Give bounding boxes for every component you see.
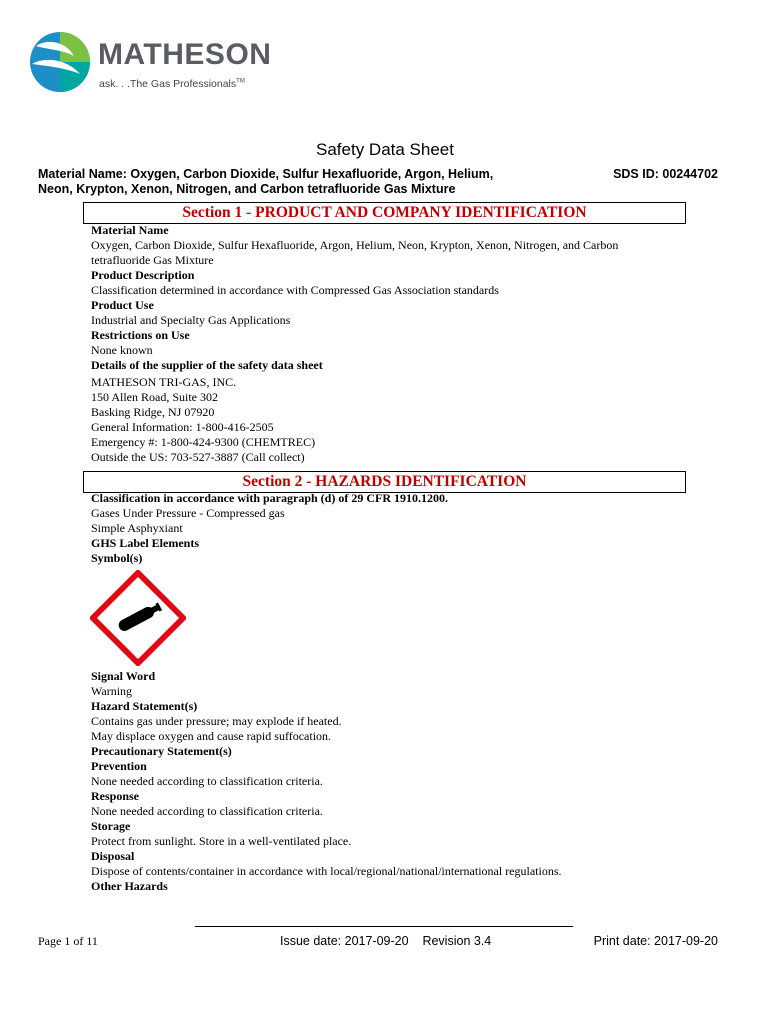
precautionary-label: Precautionary Statement(s) [91, 744, 232, 758]
material-name-text: Oxygen, Carbon Dioxide, Sulfur Hexafluoride, Argon, Helium, Neon, Krypton, Xenon, Nitrogen, and Carbon [91, 238, 619, 252]
classification-line: Simple Asphyxiant [91, 521, 183, 535]
section1-body [91, 223, 681, 465]
supplier-line: 150 Allen Road, Suite 302 [91, 390, 218, 404]
hazard-statement: May displace oxygen and cause rapid suffocation. [91, 729, 332, 743]
supplier-line: Basking Ridge, NJ 07920 [91, 405, 215, 419]
sds-id: SDS ID: 00244702 [613, 167, 718, 181]
logo-tagline: ask. . .The Gas Professionals™ [99, 78, 245, 90]
supplier-label: Details of the supplier of the safety data sheet [91, 358, 323, 372]
hazard-statement: Contains gas under pressure; may explode if heated. [91, 714, 342, 728]
other-hazards-label: Other Hazards [91, 879, 168, 893]
disposal-label: Disposal [91, 849, 135, 863]
product-use: Industrial and Specialty Gas Applications [91, 313, 291, 327]
section2-title: Section 2 - HAZARDS IDENTIFICATION [83, 471, 686, 493]
material-header-line: Neon, Krypton, Xenon, Nitrogen, and Carbon tetrafluoride Gas Mixture [38, 182, 456, 196]
response-label: Response [91, 789, 140, 803]
ghs-label: GHS Label Elements [91, 536, 200, 550]
supplier-line: MATHESON TRI-GAS, INC. [91, 375, 237, 389]
hazard-statements-label: Hazard Statement(s) [91, 699, 198, 713]
print-date: Print date: 2017-09-20 [593, 934, 718, 948]
prevention-label: Prevention [91, 759, 147, 773]
material-name-label: Material Name [91, 223, 169, 237]
classification-line: Gases Under Pressure - Compressed gas [91, 506, 285, 520]
section2-body-bottom [91, 669, 681, 894]
symbols-label: Symbol(s) [91, 551, 143, 565]
document-title: Safety Data Sheet [316, 140, 454, 159]
storage-text: Protect from sunlight. Store in a well-ventilated place. [91, 834, 352, 848]
restrictions: None known [91, 343, 153, 357]
disposal-text: Dispose of contents/container in accordance with local/regional/national/international regulations. [91, 864, 562, 878]
signal-word-label: Signal Word [91, 669, 156, 683]
product-description-label: Product Description [91, 268, 195, 282]
section1-title: Section 1 - PRODUCT AND COMPANY IDENTIFICATION [83, 202, 686, 224]
issue-date: Issue date: 2017-09-20 Revision 3.4 [280, 934, 492, 948]
page-number: Page 1 of 11 [38, 934, 98, 948]
prevention-text: None needed according to classification criteria. [91, 774, 323, 788]
matheson-logo-icon [28, 30, 92, 94]
material-name-header [38, 167, 538, 197]
product-use-label: Product Use [91, 298, 154, 312]
supplier-line: General Information: 1-800-416-2505 [91, 420, 274, 434]
storage-label: Storage [91, 819, 131, 833]
signal-word: Warning [91, 684, 133, 698]
restrictions-label: Restrictions on Use [91, 328, 190, 342]
supplier-line: Outside the US: 703-527-3887 (Call collect) [91, 450, 305, 464]
section2-body-top [91, 491, 681, 566]
material-header-line: Material Name: Oxygen, Carbon Dioxide, Sulfur Hexafluoride, Argon, Helium, [38, 167, 494, 181]
logo-wordmark: MATHESON [98, 38, 272, 71]
response-text: None needed according to classification criteria. [91, 804, 323, 818]
material-name-text: tetrafluoride Gas Mixture [91, 253, 214, 267]
supplier-line: Emergency #: 1-800-424-9300 (CHEMTREC) [91, 435, 316, 449]
footer-divider [195, 926, 573, 927]
gas-cylinder-icon [90, 570, 186, 666]
classification-label: Classification in accordance with paragraph (d) of 29 CFR 1910.1200. [91, 491, 448, 505]
product-description: Classification determined in accordance with Compressed Gas Association standards [91, 283, 499, 297]
trademark: TM [236, 78, 245, 85]
